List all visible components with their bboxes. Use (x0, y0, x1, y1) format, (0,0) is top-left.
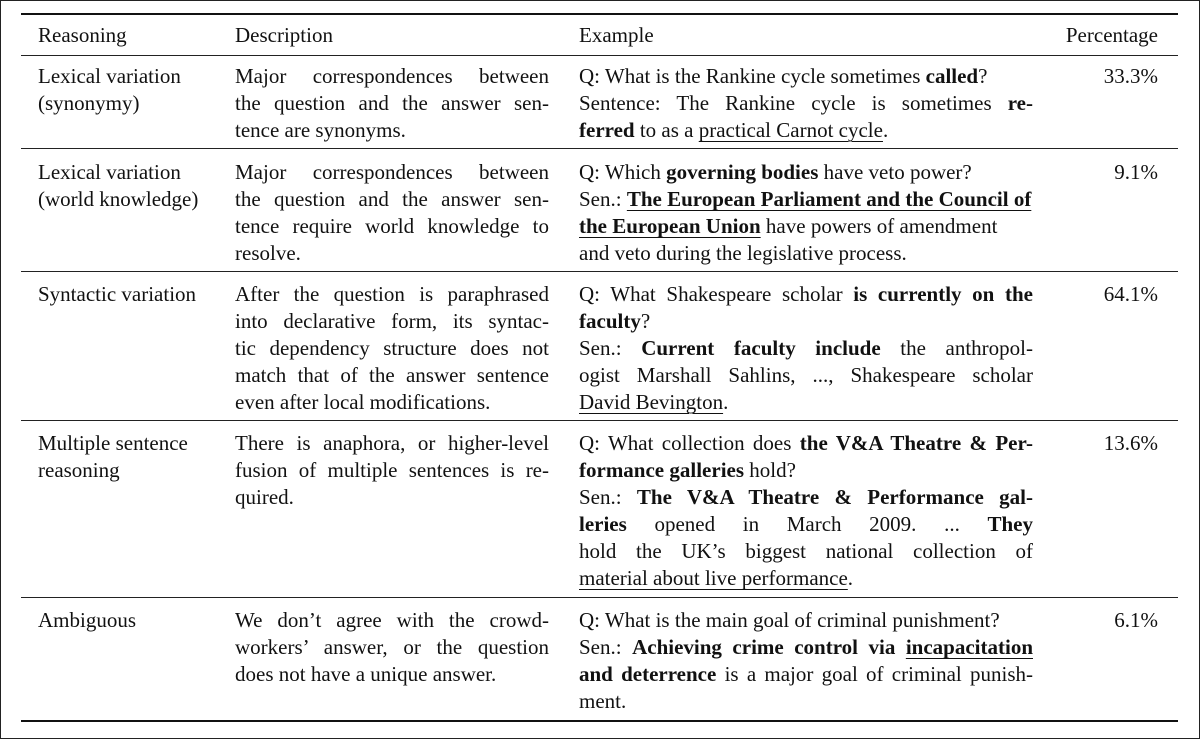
example-sentence: Sen.: Achieving crime control via incapacitation (579, 635, 1033, 659)
row-reasoning: Syntactic variation (38, 282, 197, 306)
table-bottom-rule (21, 720, 1178, 722)
example-question: Q: What is the main goal of criminal punishment? (579, 608, 1000, 632)
example-question: Q: What is the Rankine cycle sometimes called? (579, 64, 988, 88)
row-description: We don’t agree with the crowd- workers’ answer, or the question does not have a unique answer. (235, 608, 549, 686)
row-percentage: 13.6% (1103, 431, 1158, 455)
row-divider (21, 271, 1178, 272)
row-divider (21, 597, 1178, 598)
row-reasoning: Lexical variation (synonymy) (38, 64, 181, 115)
row-description: There is anaphora, or higher-level fusion of multiple sentences is re- quired. (235, 431, 549, 509)
answer-span: practical Carnot cycle (698, 118, 883, 142)
row-example: Q: Which governing bodies have veto power? Sen.: The European Parliament and the Council of the European Union have powers of amendment and veto during the legislative process. (579, 160, 1032, 265)
answer-span: incapacitation (905, 635, 1033, 659)
example-sentence: Sen.: Current faculty include the anthropol- (579, 336, 1033, 360)
header-divider (21, 55, 1178, 56)
example-question: Q: Which governing bodies have veto power? (579, 160, 972, 184)
row-description: Major correspondences between the question and the answer sen- tence require world knowledge to resolve. (235, 160, 549, 265)
example-sentence: Sen.: The European Parliament and the Council of (579, 187, 1032, 211)
row-description: After the question is paraphrased into declarative form, its syntac- tic dependency structure does not match that of the answer sentence even after local modifications. (235, 282, 549, 414)
row-percentage: 64.1% (1103, 282, 1158, 306)
header-reasoning: Reasoning (38, 23, 127, 47)
answer-span: David Bevington (579, 390, 724, 414)
answer-span: material about live performance (579, 566, 848, 590)
header-percentage: Percentage (1065, 23, 1158, 47)
row-reasoning: Lexical variation (world knowledge) (38, 160, 199, 211)
answer-span: The European Parliament and the Council of (626, 187, 1032, 211)
header-example: Example (579, 23, 654, 47)
row-example: Q: What is the Rankine cycle sometimes called? Sentence: The Rankine cycle is sometimes re- ferred to as a practical Carnot cycle. (579, 64, 1033, 142)
header-description: Description (235, 23, 333, 47)
example-question: Q: What collection does the V&A Theatre & Per- (579, 431, 1034, 455)
row-percentage: 6.1% (1114, 608, 1158, 632)
row-percentage: 9.1% (1114, 160, 1158, 184)
row-divider (21, 420, 1178, 421)
example-sentence: Sentence: The Rankine cycle is sometimes re- (579, 91, 1033, 115)
row-reasoning: Ambiguous (38, 608, 137, 632)
row-example: Q: What is the main goal of criminal punishment? Sen.: Achieving crime control via incapacitation and deterrence is a major goal of criminal punish- ment. (579, 608, 1033, 713)
answer-span: the European Union (579, 214, 761, 238)
row-example: Q: What Shakespeare scholar is currently on the faculty? Sen.: Current faculty include the anthropol- ogist Marshall Sahlins, ..., Shakespeare scholar David Bevington. (579, 282, 1033, 414)
table-top-rule (21, 13, 1178, 15)
row-percentage: 33.3% (1103, 64, 1158, 88)
row-description: Major correspondences between the question and the answer sen- tence are synonyms. (235, 64, 549, 142)
row-example: Q: What collection does the V&A Theatre & Per- formance galleries hold? Sen.: The V&A Theatre & Performance gal- leries opened in March 2009. ... They hold the UK’s biggest national collection of material about live performance. (579, 431, 1034, 590)
row-divider (21, 148, 1178, 149)
example-sentence: Sen.: The V&A Theatre & Performance gal- (579, 485, 1033, 509)
example-question: Q: What Shakespeare scholar is currently on the (579, 282, 1033, 306)
row-reasoning: Multiple sentence reasoning (38, 431, 188, 482)
